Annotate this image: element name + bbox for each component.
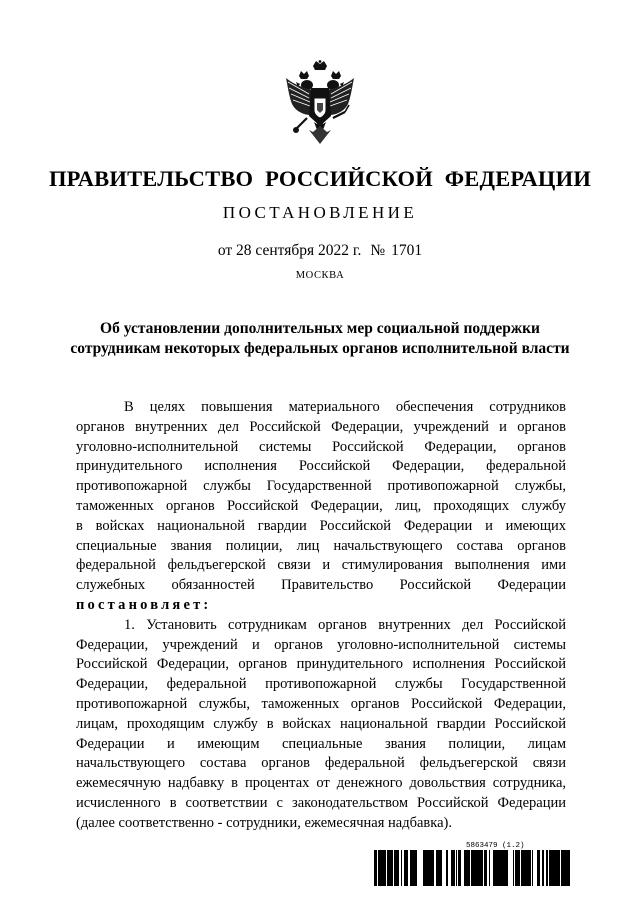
resolution-word: постановляет: — [76, 596, 212, 613]
body-line: служебных обязанностей Правительство Российской Федерации — [76, 577, 566, 594]
barcode-icon — [374, 850, 570, 886]
body-line: Федерации, учреждений и органов уголовно-исполнительной системы — [76, 636, 566, 653]
document-type: ПОСТАНОВЛЕНИЕ — [222, 203, 418, 222]
body-line: 1. Установить сотрудникам органов внутренних дел Российской — [124, 616, 566, 633]
body-line: В целях повышения материального обеспечения сотрудников — [124, 399, 566, 415]
number-sign: № — [370, 242, 386, 259]
document-number: 1701 — [391, 242, 423, 259]
body-line: Федерации и имеющим специальные звания полиции, лицам — [76, 735, 566, 752]
body-line: начальствующего состава органов федеральной фельдъегерской связи — [76, 755, 566, 772]
body-line: лицам, проходящим службу в войсках национальной гвардии Российской — [76, 715, 566, 732]
government-title: ПРАВИТЕЛЬСТВО РОССИЙСКОЙ ФЕДЕРАЦИИ — [48, 166, 592, 191]
russian-coat-of-arms-icon — [283, 60, 357, 146]
body-line: федеральной фельдъегерской связи и стимулирования выполнения ими — [76, 557, 566, 574]
body-line: противопожарной службы, таможенных органов Российской Федерации, — [76, 695, 566, 712]
city: МОСКВА — [295, 270, 345, 281]
subject-line-1: Об установлении дополнительных мер социальной поддержки — [100, 320, 540, 337]
body-line: Федерации, федеральной противопожарной службы Государственной — [76, 676, 566, 693]
body-line: исчисленного в соответствии с законодательством Российской Федерации — [76, 794, 566, 811]
body-line: таможенных органов Российской Федерации, лиц, проходящих службу — [76, 497, 566, 514]
body-line: уголовно-исполнительной системы Российской Федерации, органов — [76, 438, 566, 455]
document-code: 5863479 (1.2) — [466, 842, 525, 850]
body-line: (далее соответственно - сотрудники, ежемесячная надбавка). — [76, 814, 452, 831]
body-line: органов внутренних дел Российской Федерации, учреждений и органов — [76, 418, 566, 435]
body-line: в войсках национальной гвардии Российской Федерации и имеющих — [76, 517, 566, 534]
body-line: принудительного исполнения Российской Федерации, федеральной — [76, 458, 566, 475]
body-line: Российской Федерации, органов принудительного исполнения Российской — [76, 656, 566, 673]
body-line: ежемесячную надбавку в процентах от денежного довольствия сотрудника, — [76, 775, 566, 792]
body-line: специальные звания полиции, лиц начальствующего состава органов — [76, 537, 566, 554]
document-subject — [0, 319, 640, 359]
document-body — [76, 398, 566, 834]
body-line: противопожарной службы Государственной противопожарной службы, — [76, 478, 566, 495]
subject-line-2: сотрудникам некоторых федеральных органов исполнительной власти — [70, 340, 570, 357]
document-date: от 28 сентября 2022 г. — [217, 242, 362, 259]
document-date-line — [0, 242, 640, 260]
